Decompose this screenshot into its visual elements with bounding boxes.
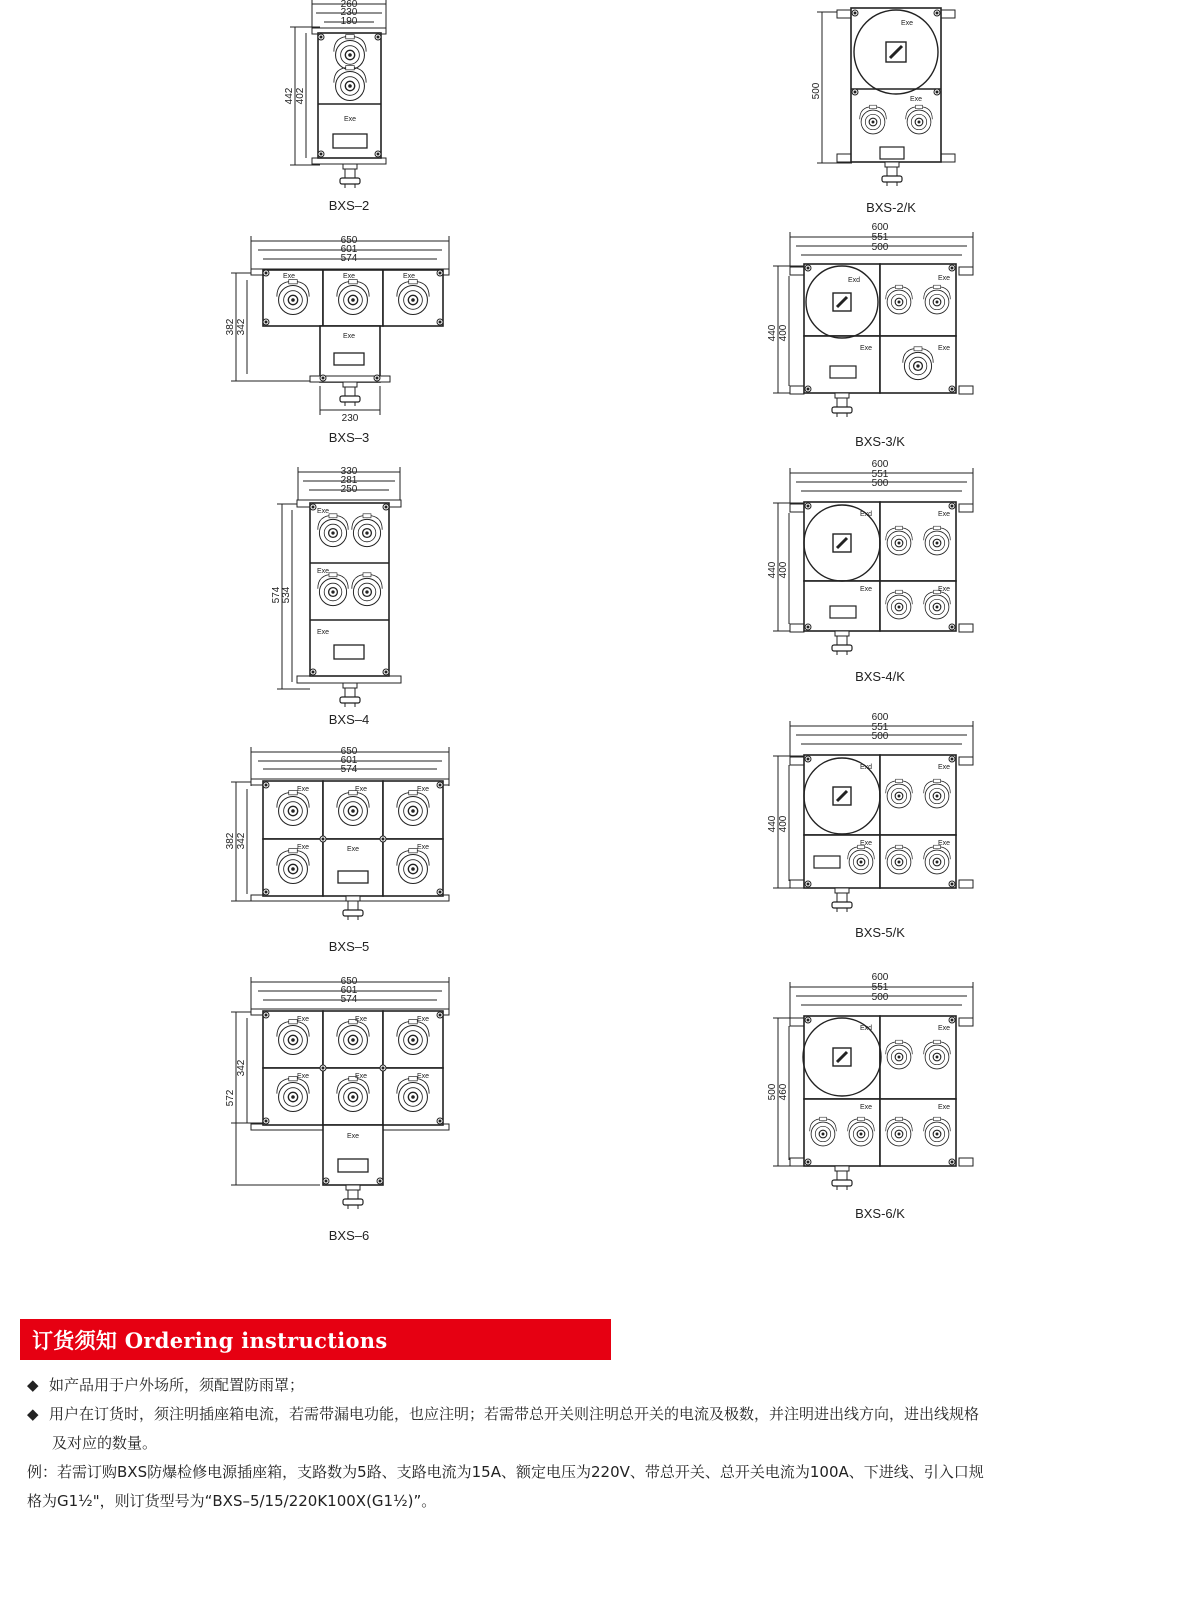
box-label-exe: Exe — [346, 1133, 360, 1140]
dim-bxs-2-side-1: 442 — [284, 87, 295, 105]
note-item-1-text: 如产品用于户外场所，须配置防雨罩； — [49, 1376, 305, 1394]
dim-bxs-6-side-2: 342 — [236, 1059, 247, 1077]
dim-bxs-2-side-2: 402 — [295, 87, 306, 105]
dim-bxs-3k-top-1: 600 — [871, 222, 889, 233]
caption-bxs-3k: BXS-3/K — [855, 434, 905, 449]
dim-bxs-3k-side-2: 400 — [778, 324, 789, 342]
caption-bxs-4: BXS–4 — [328, 712, 370, 727]
example-line-2: 格为G1½"，则订货型号为“BXS–5/15/220K100X(G1½)”。 — [27, 1492, 437, 1510]
diamond-bullet-icon: ◆ — [27, 1405, 39, 1423]
dim-bxs-6k-top-1: 600 — [871, 972, 889, 983]
box-label-exe: Exe — [402, 273, 416, 280]
box-label-exd: Exd — [847, 277, 861, 284]
dim-bxs-3-top-3: 574 — [340, 253, 358, 264]
dim-bxs-6k-side-1: 500 — [767, 1083, 778, 1101]
box-label-exe: Exe — [296, 844, 310, 851]
box-label-exe: Exe — [937, 1104, 951, 1111]
dim-bxs-5k-side-1: 440 — [767, 815, 778, 833]
dim-bxs-2k-side-1: 500 — [811, 82, 822, 100]
dim-bxs-2-top-1: 260 — [340, 0, 358, 10]
caption-bxs-4k: BXS-4/K — [855, 669, 905, 684]
dim-bxs-5-side-2: 342 — [236, 832, 247, 850]
caption-bxs-6k: BXS-6/K — [855, 1206, 905, 1221]
note-item-1 — [27, 1371, 1177, 1400]
drawing-bxs-4k — [773, 468, 973, 655]
dim-bxs-3k-top-3: 500 — [871, 242, 889, 253]
box-label-exe: Exe — [343, 116, 357, 123]
note-item-2-cont: 及对应的数量。 — [52, 1434, 158, 1452]
dim-bxs-3-top-2: 601 — [340, 244, 358, 255]
dim-bxs-4-side-1: 574 — [271, 586, 282, 604]
box-label-exe: Exe — [342, 273, 356, 280]
box-label-exe: Exe — [416, 1073, 430, 1080]
note-item-2 — [27, 1400, 1177, 1429]
box-label-exe: Exe — [342, 333, 356, 340]
dim-bxs-3k-side-1: 440 — [767, 324, 778, 342]
box-label-exe: Exe — [416, 1016, 430, 1023]
box-label-exe: Exe — [354, 1073, 368, 1080]
diamond-bullet-icon: ◆ — [27, 1376, 39, 1394]
box-label-exe: Exe — [937, 275, 951, 282]
box-label-exe: Exe — [354, 786, 368, 793]
box-label-exe: Exe — [937, 764, 951, 771]
box-label-exe: Exe — [937, 586, 951, 593]
example-line-1: 例：若需订购BXS防爆检修电源插座箱，支路数为5路、支路电流为15A、额定电压为220V、带总开关、总开关电流为100A、下进线、引入口规 — [27, 1463, 984, 1481]
box-label-exe: Exe — [296, 1016, 310, 1023]
box-label-exe: Exe — [937, 840, 951, 847]
dim-bxs-6k-side-2: 460 — [778, 1083, 789, 1101]
box-label-exe: Exe — [282, 273, 296, 280]
dim-bxs-3-side-1: 382 — [225, 318, 236, 336]
caption-bxs-6: BXS–6 — [328, 1228, 370, 1243]
dim-bxs-6-top-3: 574 — [340, 994, 358, 1005]
note-item-2-text: 用户在订货时，须注明插座箱电流，若需带漏电功能，也应注明；若需带总开关则注明总开关的电流及极数，并注明进出线方向，进出线规格 — [49, 1405, 980, 1423]
dim-bxs-2-top-3: 190 — [340, 16, 358, 27]
box-label-exd: Exd — [859, 1025, 873, 1032]
box-label-exe: Exe — [346, 846, 360, 853]
box-label-exe: Exe — [859, 840, 873, 847]
box-label-exe: Exe — [859, 1104, 873, 1111]
box-label-exe: Exe — [909, 96, 923, 103]
dim-bxs-5-top-2: 601 — [340, 755, 358, 766]
box-label-exe: Exe — [354, 1016, 368, 1023]
caption-bxs-2k: BXS-2/K — [866, 200, 916, 215]
dim-bxs-4k-side-1: 440 — [767, 561, 778, 579]
drawing-bxs-4 — [277, 467, 401, 707]
box-label-exe: Exe — [859, 345, 873, 352]
box-label-exe: Exe — [859, 586, 873, 593]
box-label-exe: Exe — [296, 1073, 310, 1080]
drawing-bxs-6k — [773, 982, 973, 1190]
box-label-exd: Exd — [859, 764, 873, 771]
dim-bxs-4k-top-1: 600 — [871, 459, 889, 470]
caption-bxs-2: BXS–2 — [328, 198, 370, 213]
box-label-exe: Exe — [937, 1025, 951, 1032]
drawing-bxs-3k — [773, 232, 973, 417]
box-label-exd: Exd — [859, 511, 873, 518]
dim-bxs-4k-top-3: 500 — [871, 478, 889, 489]
box-label-exe: Exe — [316, 508, 330, 515]
dim-bxs-3k-top-2: 551 — [871, 232, 889, 243]
section-header-ordering — [20, 1319, 611, 1360]
dim-bxs-5-top-1: 650 — [340, 746, 358, 757]
box-label-exe: Exe — [937, 511, 951, 518]
drawing-bxs-5k — [773, 721, 973, 912]
dim-bxs-5-side-1: 382 — [225, 832, 236, 850]
dim-bxs-4-side-2: 534 — [281, 586, 292, 604]
dim-bxs-4-top-3: 250 — [340, 484, 358, 495]
dim-bxs-4-top-2: 281 — [340, 475, 358, 486]
box-label-exe: Exe — [316, 629, 330, 636]
box-label-exe: Exe — [296, 786, 310, 793]
dim-bxs-5-top-3: 574 — [340, 764, 358, 775]
box-label-exe: Exe — [937, 345, 951, 352]
dim-bxs-3-side-2: 342 — [236, 318, 247, 336]
drawing-bxs-6 — [231, 977, 449, 1209]
ordering-notes — [27, 1371, 1177, 1516]
dim-bxs-5k-side-2: 400 — [778, 815, 789, 833]
dim-bxs-3-top-1: 650 — [340, 235, 358, 246]
dim-bxs-6k-top-3: 500 — [871, 992, 889, 1003]
dim-bxs-2-top-2: 230 — [340, 7, 358, 18]
dim-bxs-4-top-1: 330 — [340, 466, 358, 477]
dim-bxs-6-top-1: 650 — [340, 976, 358, 987]
dim-bxs-4k-side-2: 400 — [778, 561, 789, 579]
box-label-exe: Exe — [416, 844, 430, 851]
box-label-exd: Exe — [900, 20, 914, 27]
drawing-bxs-2k — [817, 8, 955, 186]
section-title: 订货须知 Ordering instructions — [32, 1327, 388, 1353]
dim-bxs-5k-top-1: 600 — [871, 712, 889, 723]
box-label-exe: Exe — [316, 568, 330, 575]
dim-bxs-4k-top-2: 551 — [871, 469, 889, 480]
dim-bxs-6-top-2: 601 — [340, 985, 358, 996]
caption-bxs-5k: BXS-5/K — [855, 925, 905, 940]
dim-bxs-6k-top-2: 551 — [871, 982, 889, 993]
caption-bxs-5: BXS–5 — [328, 939, 370, 954]
caption-bxs-3: BXS–3 — [328, 430, 370, 445]
dim-bxs-5k-top-2: 551 — [871, 722, 889, 733]
dim-bxs-6-side-1: 572 — [225, 1089, 236, 1107]
box-label-exe: Exe — [416, 786, 430, 793]
dim-bxs-5k-top-3: 500 — [871, 731, 889, 742]
dim-bxs-3-bottom: 230 — [341, 413, 359, 424]
